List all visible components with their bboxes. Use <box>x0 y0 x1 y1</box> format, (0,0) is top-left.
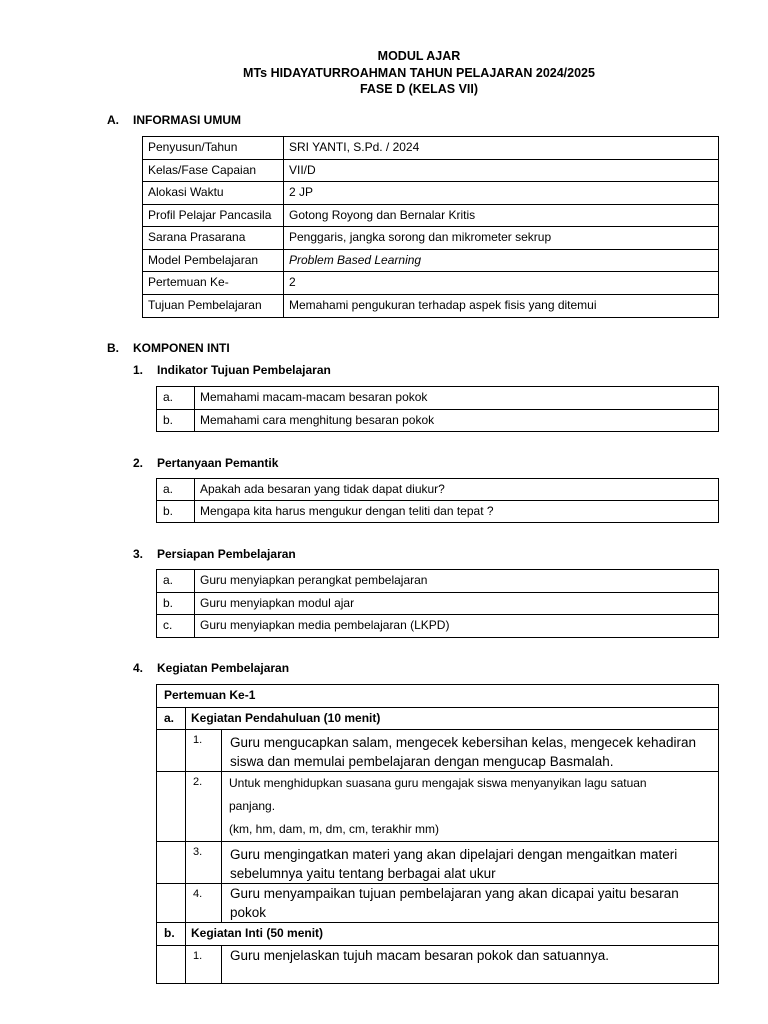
row-value: Problem Based Learning <box>284 250 719 272</box>
row-value: VII/D <box>284 160 719 182</box>
table-row <box>157 730 719 772</box>
table-row <box>157 946 719 984</box>
step-text: Guru mengucapkan salam, mengecek kebersihan kelas, mengecek kehadiran siswa dan memulai pembelajaran dengan mengucap Basmalah. <box>222 730 719 772</box>
row-label: Model Pembelajaran <box>143 250 284 272</box>
item-text: Guru menyiapkan media pembelajaran (LKPD) <box>195 615 719 638</box>
step-number: 2. <box>186 772 222 842</box>
table-row <box>157 479 719 501</box>
step-text: Guru menyampaikan tujuan pembelajaran yang akan dicapai yaitu besaran pokok <box>222 884 719 923</box>
table-row <box>157 772 719 842</box>
pemantik-table <box>156 478 719 523</box>
row-label: Pertemuan Ke- <box>143 272 284 295</box>
table-row <box>157 884 719 923</box>
table-row <box>157 842 719 884</box>
pertemuan-title: Pertemuan Ke-1 <box>157 685 719 708</box>
activity-key: a. <box>157 708 186 730</box>
title-line-3: FASE D (KELAS VII) <box>359 82 479 96</box>
section-a-heading: INFORMASI UMUM <box>133 113 241 127</box>
title-line-2: MTs HIDAYATURROAHMAN TAHUN PELAJARAN 2024/2025 <box>243 65 595 80</box>
table-row <box>157 615 719 638</box>
table-row <box>143 137 719 160</box>
step-number: 1. <box>186 946 222 984</box>
item-key: a. <box>157 570 195 593</box>
row-label: Profil Pelajar Pancasila <box>143 205 284 227</box>
step-text-note: (km, hm, dam, m, dm, cm, terakhir mm) <box>229 822 440 836</box>
activity-header-row <box>157 923 719 946</box>
indikator-heading: Indikator Tujuan Pembelajaran <box>157 363 331 377</box>
item-text: Guru menyiapkan perangkat pembelajaran <box>195 570 719 593</box>
table-row <box>143 272 719 295</box>
item-key: c. <box>157 615 195 638</box>
item-key: b. <box>157 410 195 432</box>
row-value: 2 JP <box>284 182 719 205</box>
item-key: b. <box>157 501 195 523</box>
table-row <box>157 570 719 593</box>
item-key: a. <box>157 387 195 410</box>
indikator-number: 1. <box>133 363 144 377</box>
table-row <box>143 295 719 318</box>
item-text: Guru menyiapkan modul ajar <box>195 593 719 615</box>
activity-title: Kegiatan Inti (50 menit) <box>186 923 719 946</box>
empty-cell <box>157 946 186 984</box>
document-title <box>100 48 738 98</box>
row-label: Tujuan Pembelajaran <box>143 295 284 318</box>
step-text: Guru mengingatkan materi yang akan dipelajari dengan mengaitkan materi sebelumnya yaitu tentang berbagai alat ukur <box>222 842 719 884</box>
row-value: Gotong Royong dan Bernalar Kritis <box>284 205 719 227</box>
row-value: Memahami pengukuran terhadap aspek fisis yang ditemui <box>284 295 719 318</box>
table-row <box>157 410 719 432</box>
row-label: Kelas/Fase Capaian <box>143 160 284 182</box>
table-row <box>143 227 719 250</box>
item-key: a. <box>157 479 195 501</box>
table-row <box>157 593 719 615</box>
item-text: Mengapa kita harus mengukur dengan teliti dan tepat ? <box>195 501 719 523</box>
empty-cell <box>157 772 186 842</box>
kegiatan-number: 4. <box>133 661 144 675</box>
informasi-umum-table <box>142 136 719 318</box>
item-text: Memahami macam-macam besaran pokok <box>195 387 719 410</box>
pemantik-number: 2. <box>133 456 144 470</box>
activity-key: b. <box>157 923 186 946</box>
item-key: b. <box>157 593 195 615</box>
table-row <box>143 182 719 205</box>
indikator-table <box>156 386 719 432</box>
table-row <box>143 160 719 182</box>
row-value: SRI YANTI, S.Pd. / 2024 <box>284 137 719 160</box>
step-number: 1. <box>186 730 222 772</box>
step-number: 3. <box>186 842 222 884</box>
table-row <box>143 250 719 272</box>
activity-header-row <box>157 708 719 730</box>
persiapan-heading: Persiapan Pembelajaran <box>157 547 296 561</box>
empty-cell <box>157 730 186 772</box>
activity-title: Kegiatan Pendahuluan (10 menit) <box>186 708 719 730</box>
step-text: Guru menjelaskan tujuh macam besaran pokok dan satuannya. <box>222 946 719 984</box>
persiapan-table <box>156 569 719 638</box>
empty-cell <box>157 884 186 923</box>
item-text: Memahami cara menghitung besaran pokok <box>195 410 719 432</box>
table-row <box>157 387 719 410</box>
section-b-letter: B. <box>107 341 119 355</box>
table-row <box>143 205 719 227</box>
row-value: 2 <box>284 272 719 295</box>
kegiatan-heading: Kegiatan Pembelajaran <box>157 661 290 675</box>
row-label: Penyusun/Tahun <box>143 137 284 160</box>
step-text: Untuk menghidupkan suasana guru mengajak siswa menyanyikan lagu satuan panjang. <box>229 776 647 813</box>
section-a-letter: A. <box>107 113 119 127</box>
table-row <box>157 501 719 523</box>
item-text: Apakah ada besaran yang tidak dapat diukur? <box>195 479 719 501</box>
row-value: Penggaris, jangka sorong dan mikrometer sekrup <box>284 227 719 250</box>
pertemuan-row <box>157 685 719 708</box>
kegiatan-table <box>156 684 719 984</box>
row-label: Sarana Prasarana <box>143 227 284 250</box>
step-number: 4. <box>186 884 222 923</box>
persiapan-number: 3. <box>133 547 144 561</box>
empty-cell <box>157 842 186 884</box>
section-b-heading: KOMPONEN INTI <box>133 341 230 355</box>
row-label: Alokasi Waktu <box>143 182 284 205</box>
title-line-1: MODUL AJAR <box>377 49 461 63</box>
pemantik-heading: Pertanyaan Pemantik <box>157 456 279 470</box>
step-text-cell <box>222 772 719 842</box>
